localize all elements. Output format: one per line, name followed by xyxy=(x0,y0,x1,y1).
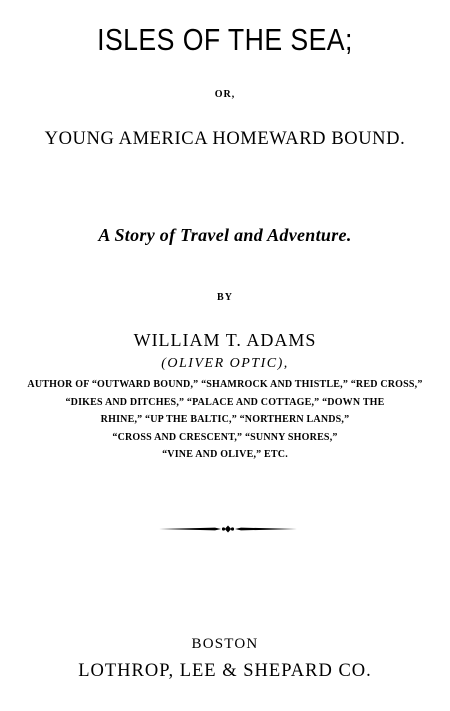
divider-left-dot xyxy=(222,527,225,530)
publication-place: BOSTON xyxy=(191,636,259,652)
other-works-line: RHINE,” “UP THE BALTIC,” “NORTHERN LANDS,” xyxy=(100,414,350,425)
book-tagline: A Story of Travel and Adventure. xyxy=(98,225,352,245)
book-title: ISLES OF THE SEA; xyxy=(97,22,353,57)
other-works-line: “VINE AND OLIVE,” ETC. xyxy=(162,449,288,460)
divider-center-diamond xyxy=(225,526,231,533)
author-name: WILLIAM T. ADAMS xyxy=(133,330,317,350)
other-works-line: AUTHOR OF “OUTWARD BOUND,” “SHAMROCK AND THISTLE,” “RED CROSS,” xyxy=(27,379,423,390)
divider-left-rule xyxy=(159,528,221,531)
divider-right-rule xyxy=(235,528,297,531)
book-subtitle: YOUNG AMERICA HOMEWARD BOUND. xyxy=(44,129,406,149)
other-works-line: “CROSS AND CRESCENT,” “SUNNY SHORES,” xyxy=(112,432,338,443)
by-label: BY xyxy=(217,292,233,303)
alternate-title-connector: OR, xyxy=(214,89,236,100)
publisher-name: LOTHROP, LEE & SHEPARD CO. xyxy=(78,661,372,681)
author-pseudonym: (OLIVER OPTIC), xyxy=(161,356,289,371)
other-works-line: “DIKES AND DITCHES,” “PALACE AND COTTAGE,” “DOWN THE xyxy=(65,397,385,408)
divider-right-dot xyxy=(231,527,234,530)
ornamental-divider xyxy=(159,523,297,535)
